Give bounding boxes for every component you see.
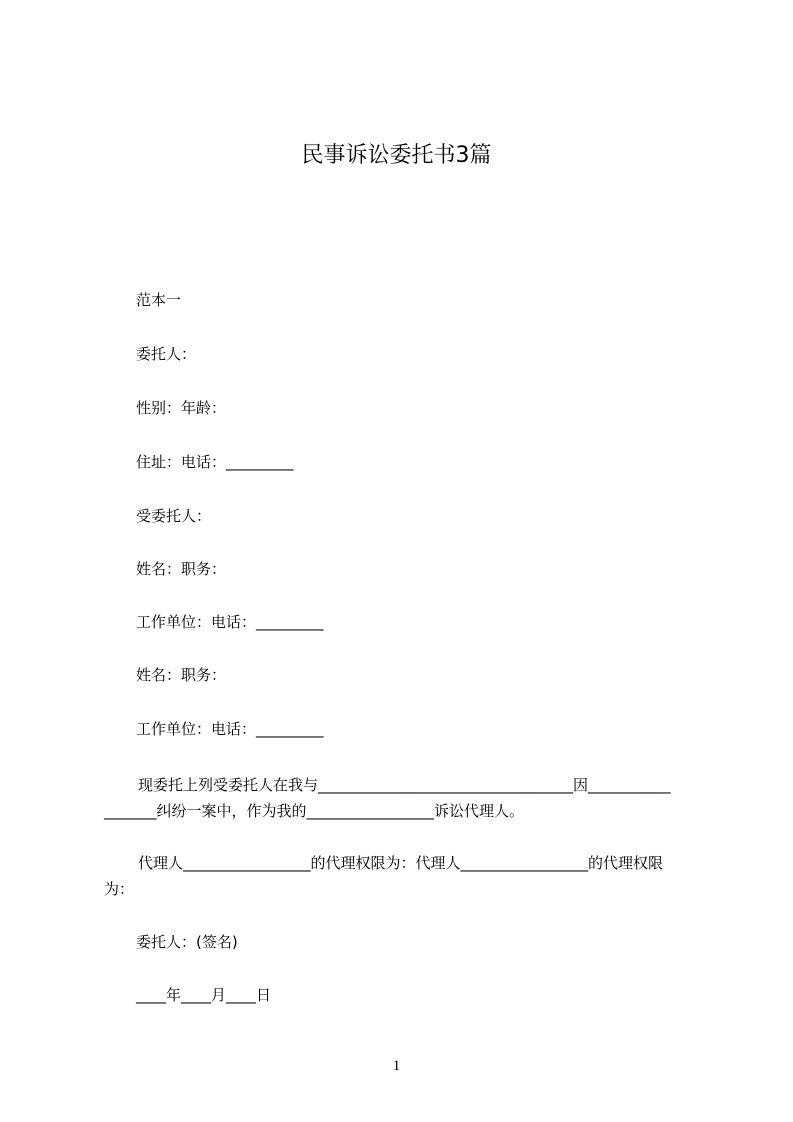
date-line: ____年____月____日 <box>136 986 272 1004</box>
page-number: 1 <box>392 1058 401 1074</box>
authority-paragraph <box>104 850 663 902</box>
work-unit-phone-field-2: 工作单位：电话：_________ <box>136 720 324 738</box>
signature-field: 委托人：(签名) <box>136 933 238 951</box>
agent-heading: 受委托人： <box>136 507 212 525</box>
address-phone-field: 住址：电话：_________ <box>136 453 294 471</box>
entrust-line-2: _______纠纷一案中，作为我的_________________诉讼代理人。 <box>104 802 525 820</box>
document-title: 民事诉讼委托书3篇 <box>301 143 492 168</box>
name-position-field-2: 姓名：职务： <box>136 666 227 684</box>
work-unit-phone-field-1: 工作单位：电话：_________ <box>136 613 324 631</box>
name-position-field-1: 姓名：职务： <box>136 560 227 578</box>
principal-field: 委托人： <box>136 345 197 363</box>
authority-line-1: 代理人_________________的代理权限为：代理人_________________的代理权限 <box>138 854 664 872</box>
entrust-line-1: 现委托上列受委托人在我与__________________________________因___________ <box>138 776 671 794</box>
gender-age-field: 性别：年龄： <box>136 399 227 417</box>
sample-heading: 范本一 <box>136 291 182 309</box>
authority-line-2: 为： <box>104 880 135 898</box>
entrust-paragraph <box>104 772 671 824</box>
